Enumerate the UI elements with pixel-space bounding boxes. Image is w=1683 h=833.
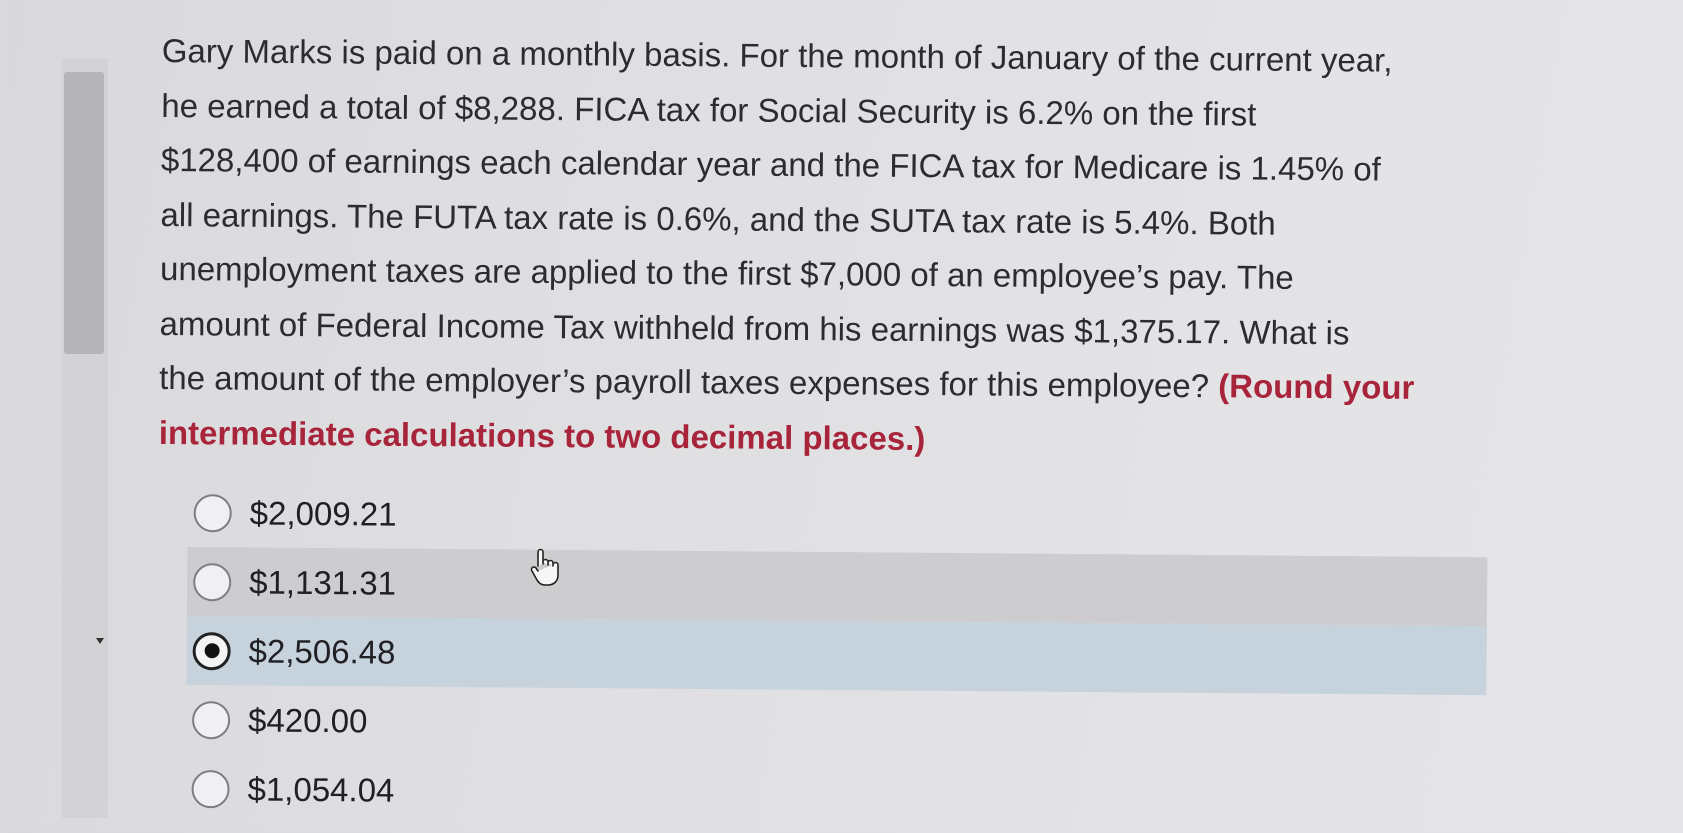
question-line: $128,400 of earnings each calendar year and the FICA tax for Medicare is 1.45% of: [160, 140, 1381, 188]
radio-button-icon[interactable]: [192, 701, 230, 739]
question-text: [159, 24, 1522, 471]
rounding-instruction-cont: intermediate calculations to two decimal places.): [158, 413, 926, 457]
option-label: $2,506.48: [248, 631, 396, 671]
question-line: amount of Federal Income Tax withheld from his earnings was $1,375.17. What is: [159, 304, 1350, 351]
answer-option-3[interactable]: [186, 616, 1487, 695]
hand-pointer-icon: [528, 548, 562, 588]
option-label: $1,131.31: [249, 562, 397, 602]
rounding-instruction: (Round your: [1218, 367, 1415, 406]
option-label: $1,054.04: [247, 769, 395, 809]
radio-button-icon[interactable]: [191, 770, 229, 808]
answer-option-5[interactable]: [185, 754, 1486, 833]
answer-option-2[interactable]: [187, 547, 1488, 626]
answer-option-4[interactable]: [186, 685, 1487, 764]
scrollbar-thumb[interactable]: [64, 72, 104, 354]
question-line: he earned a total of $8,288. FICA tax for Social Security is 6.2% on the first: [161, 86, 1257, 133]
question-line: the amount of the employer’s payroll taxes expenses for this employee?: [159, 358, 1219, 405]
option-label: $420.00: [247, 700, 368, 739]
radio-button-selected-icon[interactable]: [192, 632, 230, 670]
question-line: unemployment taxes are applied to the first $7,000 of an employee’s pay. The: [159, 249, 1294, 296]
radio-dot-icon: [204, 643, 219, 658]
radio-button-icon[interactable]: [194, 494, 232, 532]
question-line: all earnings. The FUTA tax rate is 0.6%, and the SUTA tax rate is 5.4%. Both: [160, 195, 1276, 242]
answer-option-1[interactable]: [187, 478, 1488, 557]
radio-button-icon[interactable]: [193, 563, 231, 601]
question-line: Gary Marks is paid on a monthly basis. For the month of January of the current year,: [161, 31, 1393, 79]
answer-options: [185, 478, 1488, 833]
scroll-down-arrow-icon[interactable]: [96, 638, 104, 644]
option-label: $2,009.21: [249, 493, 397, 533]
